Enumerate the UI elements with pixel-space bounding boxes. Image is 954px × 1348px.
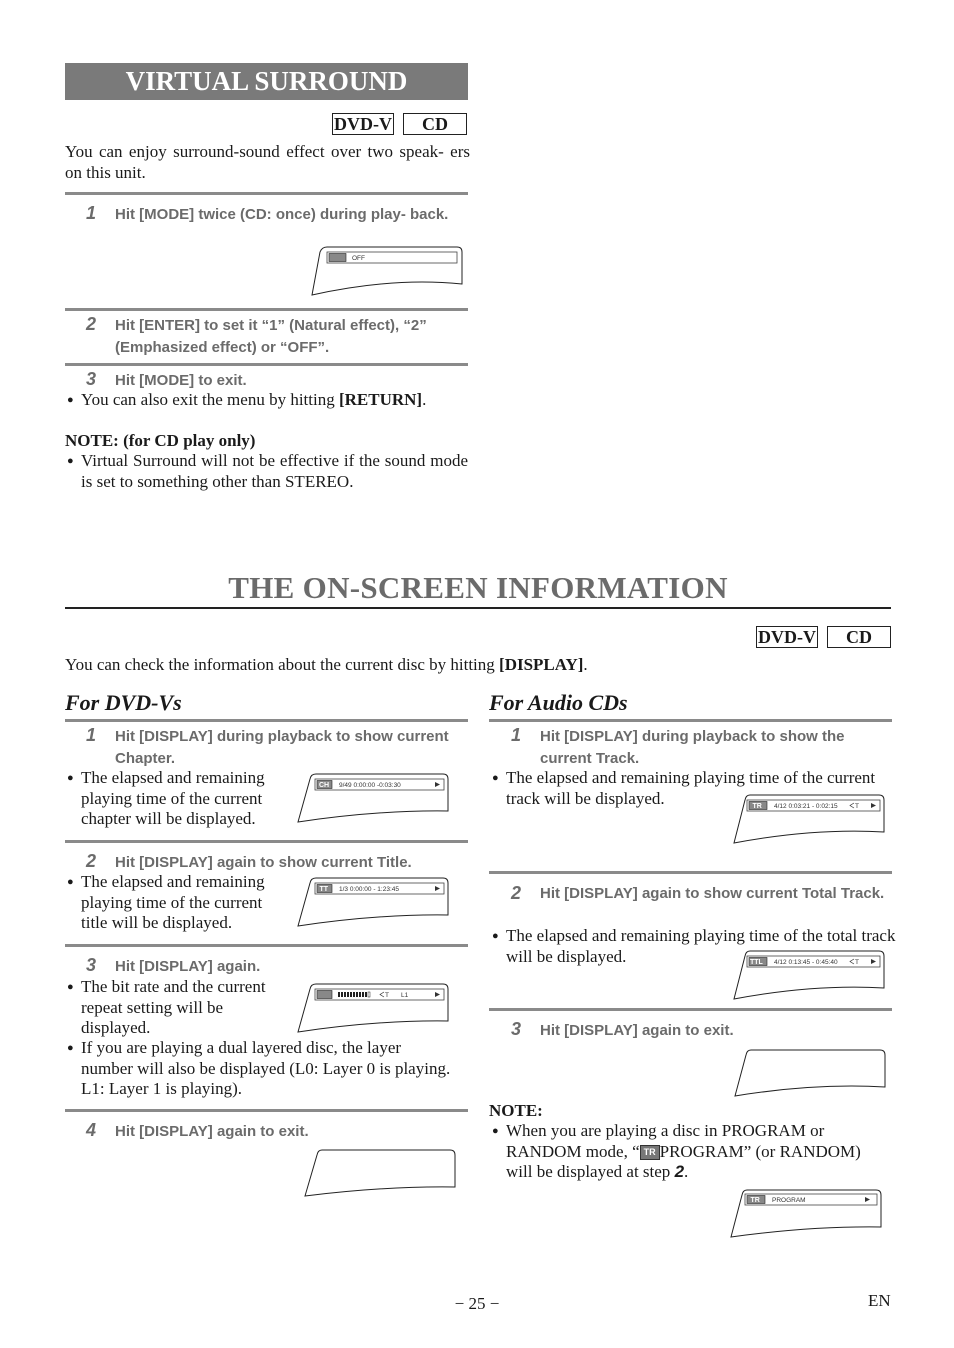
dvd-rule-3: [65, 1109, 468, 1112]
dvd-step2-bullet: ● The elapsed and remaining playing time of the current title will be displayed.: [81, 872, 291, 934]
track-tag-icon: TR: [640, 1145, 660, 1160]
dvd-bitrate-osd-repeat: T: [385, 992, 389, 999]
vs-badge-dvd: DVD-V: [334, 114, 392, 134]
osi-badge-cd: CD: [827, 626, 891, 648]
cd-step2-text: Hit [DISPLAY] again to show current Total Track.: [540, 885, 885, 902]
vs-step1-text: Hit [MODE] twice (CD: once) during play- back.: [115, 206, 449, 223]
virtual-surround-title: VIRTUAL SURROUND: [125, 66, 408, 96]
play-icon: [435, 782, 440, 787]
dvd-step3-bullet: ● The bit rate and the current repeat setting will be displayed.: [81, 977, 291, 1039]
play-icon: [435, 992, 440, 997]
vs-rule-2: [65, 308, 468, 311]
dvd-step3-number: 3: [86, 955, 97, 975]
vs-step1-number: 1: [86, 203, 97, 223]
dvd-rule-1: [65, 840, 468, 843]
bitrate-meter: [338, 992, 370, 997]
dvd-rule-2: [65, 944, 468, 947]
dvd-bitrate-osd-layer: L1: [401, 992, 409, 999]
osi-intro: You can check the information about the current disc by hitting [DISPLAY].: [65, 655, 588, 674]
repeat-icon: [850, 959, 854, 964]
cd-program-osd-tag: TR: [750, 1197, 760, 1204]
vs-note-bullet: ● Virtual Surround will not be effective if the sound mode is set to something other than STEREO.: [81, 451, 468, 492]
dvd-step1-text: Hit [DISPLAY] during playback to show current Chapter.: [115, 728, 449, 767]
dvd-step1-number: 1: [86, 725, 97, 745]
vs-step2-number: 2: [86, 314, 97, 334]
play-icon: [871, 959, 876, 964]
play-icon: [871, 803, 876, 808]
cd-step2-bullet: ● The elapsed and remaining playing time of the total track will be displayed.: [506, 926, 896, 967]
virtual-surround-banner: [65, 63, 468, 100]
dvd-layer-bullet: ● If you are playing a dual layered disc, the layer number will also be displayed (L0: Layer 0 is playing. L1: Layer 1 is playing).: [81, 1038, 451, 1100]
cd-track-osd-repeat: T: [855, 803, 859, 810]
cd-note-bullet: ● When you are playing a disc in PROGRAM or RANDOM mode, “ TR PROGRAM” (or RANDOM) will be displayed at step 2.: [506, 1121, 891, 1183]
cd-rule-1: [489, 871, 892, 874]
cd-step2-number: 2: [511, 883, 522, 903]
vs-osd-screen: [312, 247, 472, 297]
vs-intro: You can enjoy surround-sound effect over two speak- ers on this unit.: [65, 142, 470, 182]
vs-step3-text: Hit [MODE] to exit.: [115, 372, 247, 389]
play-icon: [865, 1197, 870, 1202]
vs-note-title: NOTE: (for CD play only): [65, 431, 256, 450]
cd-step1-bullet: ● The elapsed and remaining playing time of the current track will be displayed.: [506, 768, 896, 809]
cd-step1-number: 1: [511, 725, 522, 745]
dvd-step2-number: 2: [86, 851, 97, 871]
vs-rule-1: [65, 192, 468, 195]
dvd-step1-bullet: ● The elapsed and remaining playing time of the current chapter will be displayed.: [81, 768, 291, 830]
dvd-chapter-osd-text: 9/49 0:00:00 -0:03:30: [339, 782, 401, 789]
cd-blank-osd: [735, 1050, 895, 1100]
dvd-chapter-osd: [298, 774, 463, 824]
bitrate-icon: [317, 991, 332, 999]
dvd-step3-text: Hit [DISPLAY] again.: [115, 958, 261, 975]
dvd-heading: For DVD-Vs: [65, 690, 182, 715]
vs-badge-cd: CD: [403, 113, 467, 135]
vs-rule-3: [65, 363, 468, 366]
dvd-step2-text: Hit [DISPLAY] again to show current Title.: [115, 854, 412, 871]
cd-program-osd-text: PROGRAM: [772, 1197, 806, 1204]
cd-step1-text: Hit [DISPLAY] during playback to show the current Track.: [540, 728, 845, 767]
dvd-chapter-osd-tag: CH: [319, 782, 330, 789]
cd-rule-2: [489, 1008, 892, 1011]
vs-exit-bullet: ● You can also exit the menu by hitting [RETURN].: [81, 390, 471, 411]
repeat-icon: [380, 992, 384, 997]
vs-step2-text: Hit [ENTER] to set it “1” (Natural effect), “2” (Emphasized effect) or “OFF”.: [115, 317, 427, 356]
cd-total-osd: [734, 951, 894, 1001]
language-code: EN: [868, 1291, 891, 1310]
cd-track-osd-text: 4/12 0:03:21 - 0:02:15: [774, 803, 838, 810]
page-number: − 25 −: [454, 1294, 500, 1313]
cd-total-osd-tag: TTL: [750, 959, 763, 966]
cd-step3-number: 3: [511, 1019, 522, 1039]
dvd-title-osd-text: 1/3 0:00:00 - 1:23:45: [339, 886, 399, 893]
dvd-step4-number: 4: [86, 1120, 97, 1140]
cd-note-title: NOTE:: [489, 1101, 543, 1120]
cd-heading: For Audio CDs: [489, 690, 628, 715]
osi-title: THE ON-SCREEN INFORMATION: [228, 570, 728, 605]
cd-program-osd: [731, 1190, 891, 1240]
cd-total-osd-repeat: T: [855, 959, 859, 966]
dvd-title-osd-tag: TT: [319, 886, 329, 893]
dvd-step4-text: Hit [DISPLAY] again to exit.: [115, 1123, 309, 1140]
osi-badge-dvd: DVD-V: [758, 627, 816, 647]
vs-osd-surround-icon: [329, 254, 346, 262]
vs-step3-number: 3: [86, 369, 97, 389]
cd-total-osd-text: 4/12 0:13:45 - 0:45:40: [774, 959, 838, 966]
cd-track-osd: [734, 795, 894, 845]
cd-track-osd-tag: TR: [752, 803, 762, 810]
cd-step3-text: Hit [DISPLAY] again to exit.: [540, 1022, 734, 1039]
play-icon: [435, 886, 440, 891]
dvd-rule-0: [65, 719, 468, 722]
osi-title-rule: [65, 607, 891, 609]
repeat-icon: [850, 803, 854, 808]
dvd-bitrate-osd: [298, 984, 463, 1034]
cd-rule-0: [489, 719, 892, 722]
dvd-blank-osd: [305, 1150, 465, 1200]
vs-osd-value: OFF: [352, 255, 365, 262]
dvd-title-osd: [298, 878, 463, 928]
